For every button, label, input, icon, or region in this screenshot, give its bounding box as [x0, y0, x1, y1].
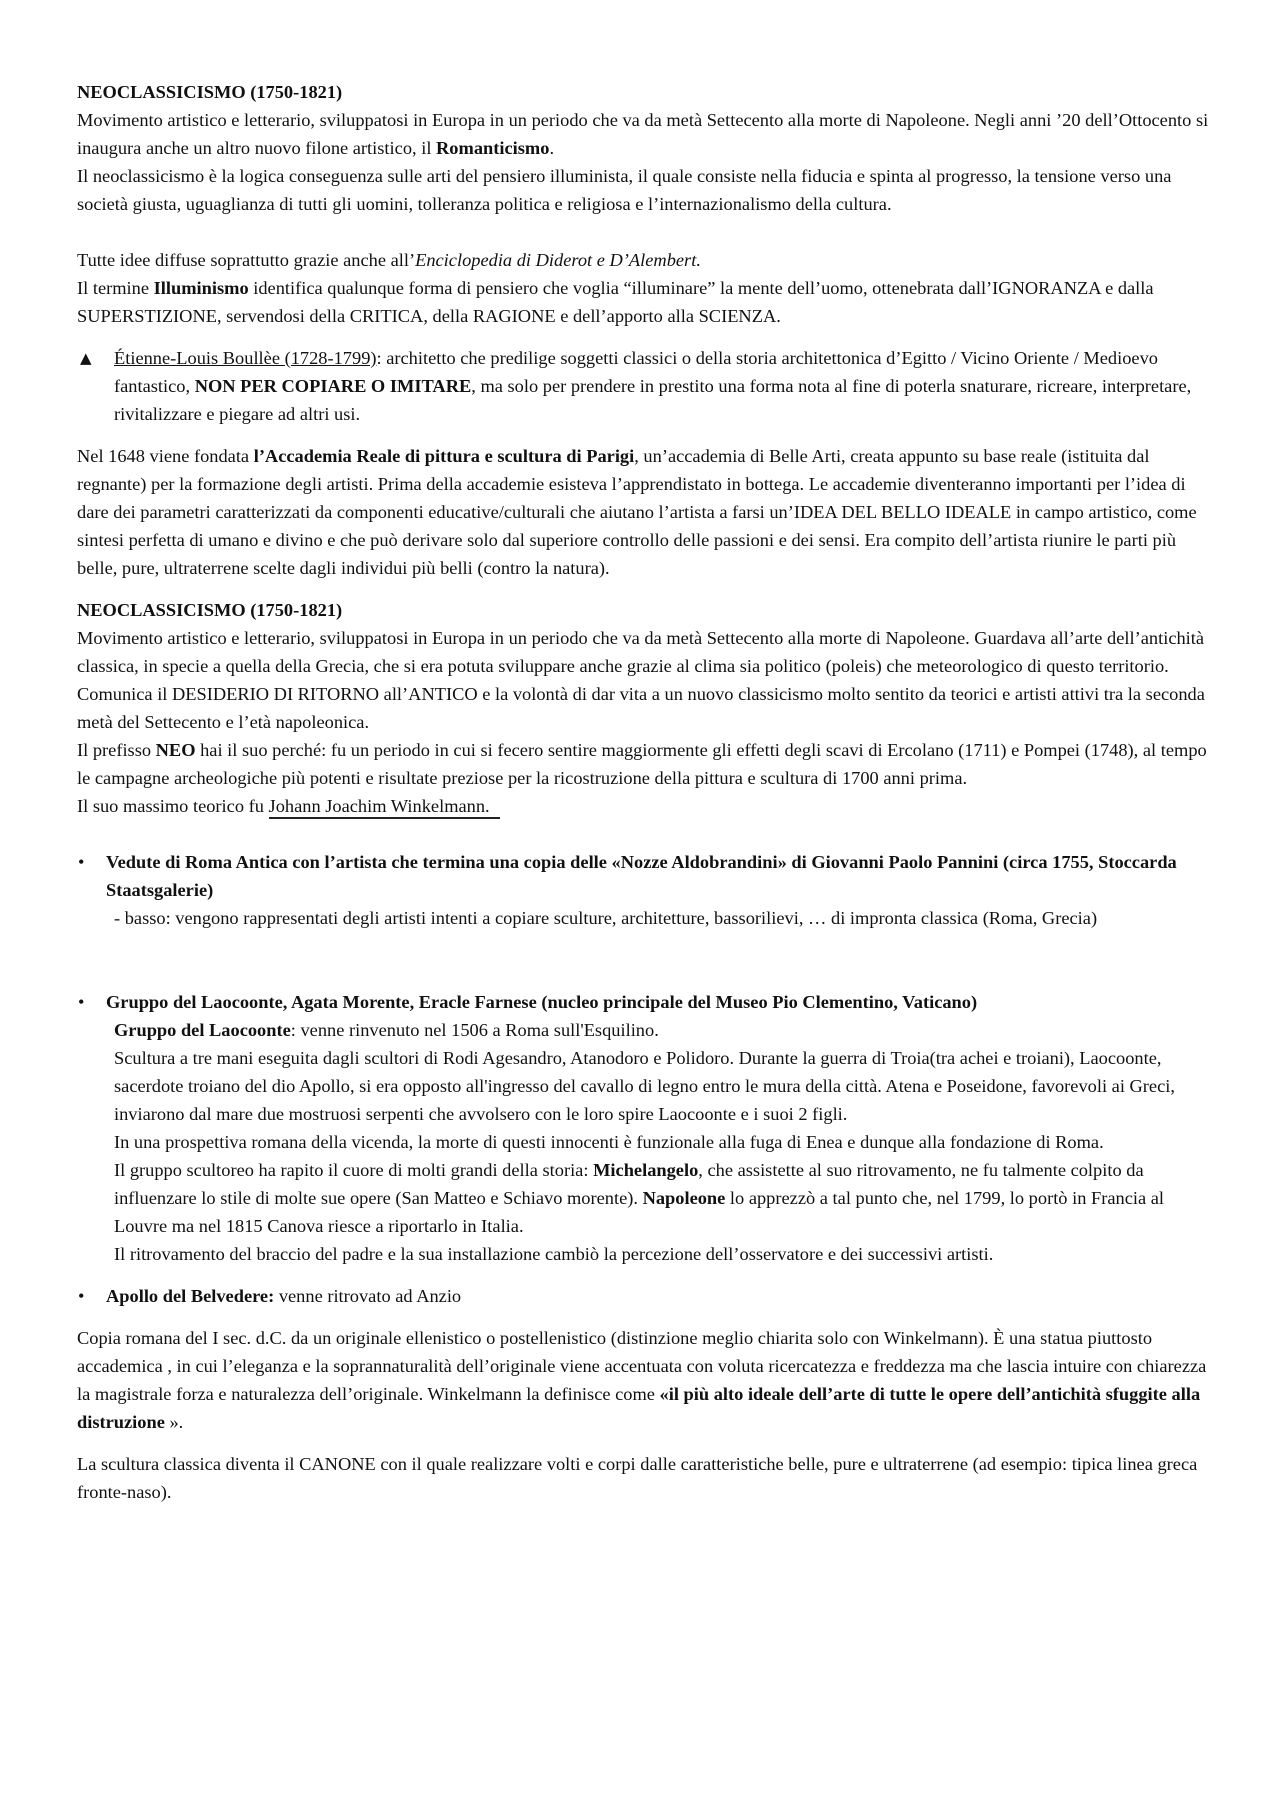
text: identifica qualunque forma di pensiero che voglia “illuminare” la mente dell’uomo, ottenebrata dall’IGNORANZA e dalla SUPERSTIZIONE, servendosi della CRITICA, della RAGIONE e dell’apporto alla SCIENZA. [77, 278, 1154, 326]
list-item-heading: Vedute di Roma Antica con l’artista che termina una copia delle «Nozze Aldobrandini» di Giovanni Paolo Pannini (circa 1755, Stoccarda Staatsgalerie) [106, 852, 1177, 900]
text: , ma solo per prendere in prestito una forma nota al fine di poterla snaturare, ricreare, interpretare, rivitalizzare e piegare ad altri usi. [114, 376, 1192, 424]
list-item-heading [106, 1282, 1210, 1310]
paragraph [114, 344, 1210, 428]
list-item-body: In una prospettiva romana della vicenda, la morte di questi innocenti è funzionale alla fuga di Enea e dunque alla fondazione di Roma. [114, 1132, 1104, 1152]
paragraph [77, 442, 1210, 582]
list-item-body: - basso: vengono rappresentati degli artisti intenti a copiare sculture, architetture, bassorilievi, … di impronta classica (Roma, Grecia) [114, 908, 1098, 928]
text: lo apprezzò a tal punto che, nel 1799, lo portò in Francia al Louvre ma nel 1815 Canova riesce a riportarlo in Italia. [114, 1188, 1165, 1236]
triangle-bullet-icon: ▲ [80, 349, 92, 367]
section-title: NEOCLASSICISMO (1750-1821) [77, 82, 343, 102]
bold-text: NEO [155, 740, 196, 760]
text: hai il suo perché: fu un periodo in cui si fecero sentire maggiormente gli effetti degli scavi di Ercolano (1711) e Pompei (1748), al tempo le campagne archeologiche più potenti e risultate preziose per la ricostruzione della pittura e scultura di 1700 anni prima. [77, 740, 1207, 788]
bullet-icon: • [78, 852, 85, 872]
list-item [77, 1282, 1210, 1310]
bold-text: Michelangelo [593, 1160, 699, 1180]
bullet-icon: • [78, 1286, 85, 1306]
italic-text: Enciclopedia di Diderot e D’Alembert. [415, 250, 701, 270]
bold-text: «il più alto ideale dell’arte di tutte le opere dell’antichità sfuggite alla distruzione [77, 1384, 1201, 1432]
bold-text: Illuminismo [153, 278, 249, 298]
bold-text: l’Accademia Reale di pittura e scultura di Parigi [253, 446, 635, 466]
paragraph [77, 106, 1210, 162]
bold-text: Apollo del Belvedere: [106, 1286, 275, 1306]
bold-text: Gruppo del Laocoonte [114, 1020, 291, 1040]
section-title: NEOCLASSICISMO (1750-1821) [77, 600, 343, 620]
list-item [77, 344, 1210, 428]
paragraph: Movimento artistico e letterario, sviluppatosi in Europa in un periodo che va da metà Settecento alla morte di Napoleone. Guardava all’arte dell’antichità classica, in specie a quella della Grecia, che si era potuta sviluppare anche grazie al clima sia politico (poleis) che meteorologico di questo territorio. Comunica il DESIDERIO DI RITORNO all’ANTICO e la volontà di dar vita a un nuovo classicismo molto sentito da teorici e artisti attivi tra la seconda metà del Settecento e l’età napoleonica. [77, 628, 1205, 732]
text: Il suo massimo teorico fu [77, 796, 269, 816]
underlined-text: Johann Joachim Winkelmann. [269, 792, 490, 820]
text: : architetto che predilige soggetti classici o della storia architettonica d’Egitto / Vicino Oriente / Medioevo fantastico, [114, 348, 1158, 396]
text: , che assistette al suo ritrovamento, ne fu talmente colpito da influenzare lo stile di molte sue opere (San Matteo e Schiavo morente). [114, 1160, 1144, 1208]
text: Nel 1648 viene fondata [77, 446, 254, 466]
text: , un’accademia di Belle Arti, creata appunto su base reale (istituita dal regnante) per la formazione degli artisti. Prima della accademie esisteva l’apprendistato in bottega. Le accademie diventeranno importanti per l’idea di dare dei parametri caratterizzati da componenti educative/culturali che aiutano l’artista a farsi un’IDEA DEL BELLO IDEALE in campo artistico, come sintesi perfetta di umano e divino e che può derivare solo dal superiore controllo delle passioni e dei sensi. Era compito dell’artista riunire le parti più belle, pure, ultraterrene scelte dagli individui più belli (contro la natura). [77, 446, 1197, 578]
paragraph [77, 736, 1210, 792]
text: Il prefisso [77, 740, 156, 760]
text: venne ritrovato ad Anzio [274, 1286, 462, 1306]
text: Il gruppo scultoreo ha rapito il cuore di molti grandi della storia: [114, 1160, 594, 1180]
text: Il termine [77, 278, 154, 298]
text: Copia romana del I sec. d.C. da un originale ellenistico o postellenistico (distinzione meglio chiarita solo con Winkelmann). È una statua piuttosto accademica , in cui l’eleganza e la soprannaturalità dell’originale viene accentuata con voluta ricercatezza e freddezza ma che lascia intuire con chiarezza la magistrale forza e naturalezza dell’originale. Winkelmann la definisce come [77, 1328, 1207, 1404]
list-item-body: Il ritrovamento del braccio del padre e la sua installazione cambiò la percezione dell’osservatore e dei successivi artisti. [114, 1244, 994, 1264]
paragraph [77, 1324, 1210, 1436]
bold-text: Napoleone [642, 1188, 726, 1208]
list-item-body [114, 1156, 1210, 1240]
text: : venne rinvenuto nel 1506 a Roma sull'Esquilino. [290, 1020, 659, 1040]
paragraph: La scultura classica diventa il CANONE con il quale realizzare volti e corpi dalle caratteristiche belle, pure e ultraterrene (ad esempio: tipica linea greca fronte-naso). [77, 1454, 1198, 1502]
bold-text: Romanticismo [436, 138, 550, 158]
text: Movimento artistico e letterario, sviluppatosi in Europa in un periodo che va da metà Settecento alla morte di Napoleone. Negli anni ’20 dell’Ottocento si inaugura anche un altro nuovo filone artistico, il [77, 110, 1209, 158]
paragraph [77, 246, 1210, 274]
text: Tutte idee diffuse soprattutto grazie anche all’ [77, 250, 416, 270]
text: . [549, 138, 555, 158]
paragraph [77, 792, 1210, 820]
list-item-heading: Gruppo del Laocoonte, Agata Morente, Eracle Farnese (nucleo principale del Museo Pio Clementino, Vaticano) [106, 992, 978, 1012]
list-item [77, 988, 1210, 1268]
list-item-body: Scultura a tre mani eseguita dagli scultori di Rodi Agesandro, Atanodoro e Polidoro. Durante la guerra di Troia(tra achei e troiani), Laocoonte, sacerdote troiano del dio Apollo, si era opposto all'ingresso del cavallo di legno entro le mura della città. Atena e Poseidone, favorevoli ai Greci, inviarono dal mare due mostruosi serpenti che avvolsero con le loro spire Laocoonte e i suoi 2 figli. [114, 1048, 1175, 1124]
paragraph: Il neoclassicismo è la logica conseguenza sulle arti del pensiero illuminista, il quale consiste nella fiducia e spinta al progresso, la tensione verso una società giusta, uguaglianza di tutti gli uomini, tolleranza politica e religiosa e l’internazionalismo della cultura. [77, 166, 1172, 214]
bullet-icon: • [78, 992, 85, 1012]
bold-text: NON PER COPIARE O IMITARE [194, 376, 472, 396]
paragraph [77, 274, 1210, 330]
text: ». [164, 1412, 184, 1432]
underlined-text: Étienne-Louis Boullèe (1728-1799) [114, 348, 377, 368]
list-item-body [114, 1016, 1210, 1044]
list-item [77, 848, 1210, 932]
